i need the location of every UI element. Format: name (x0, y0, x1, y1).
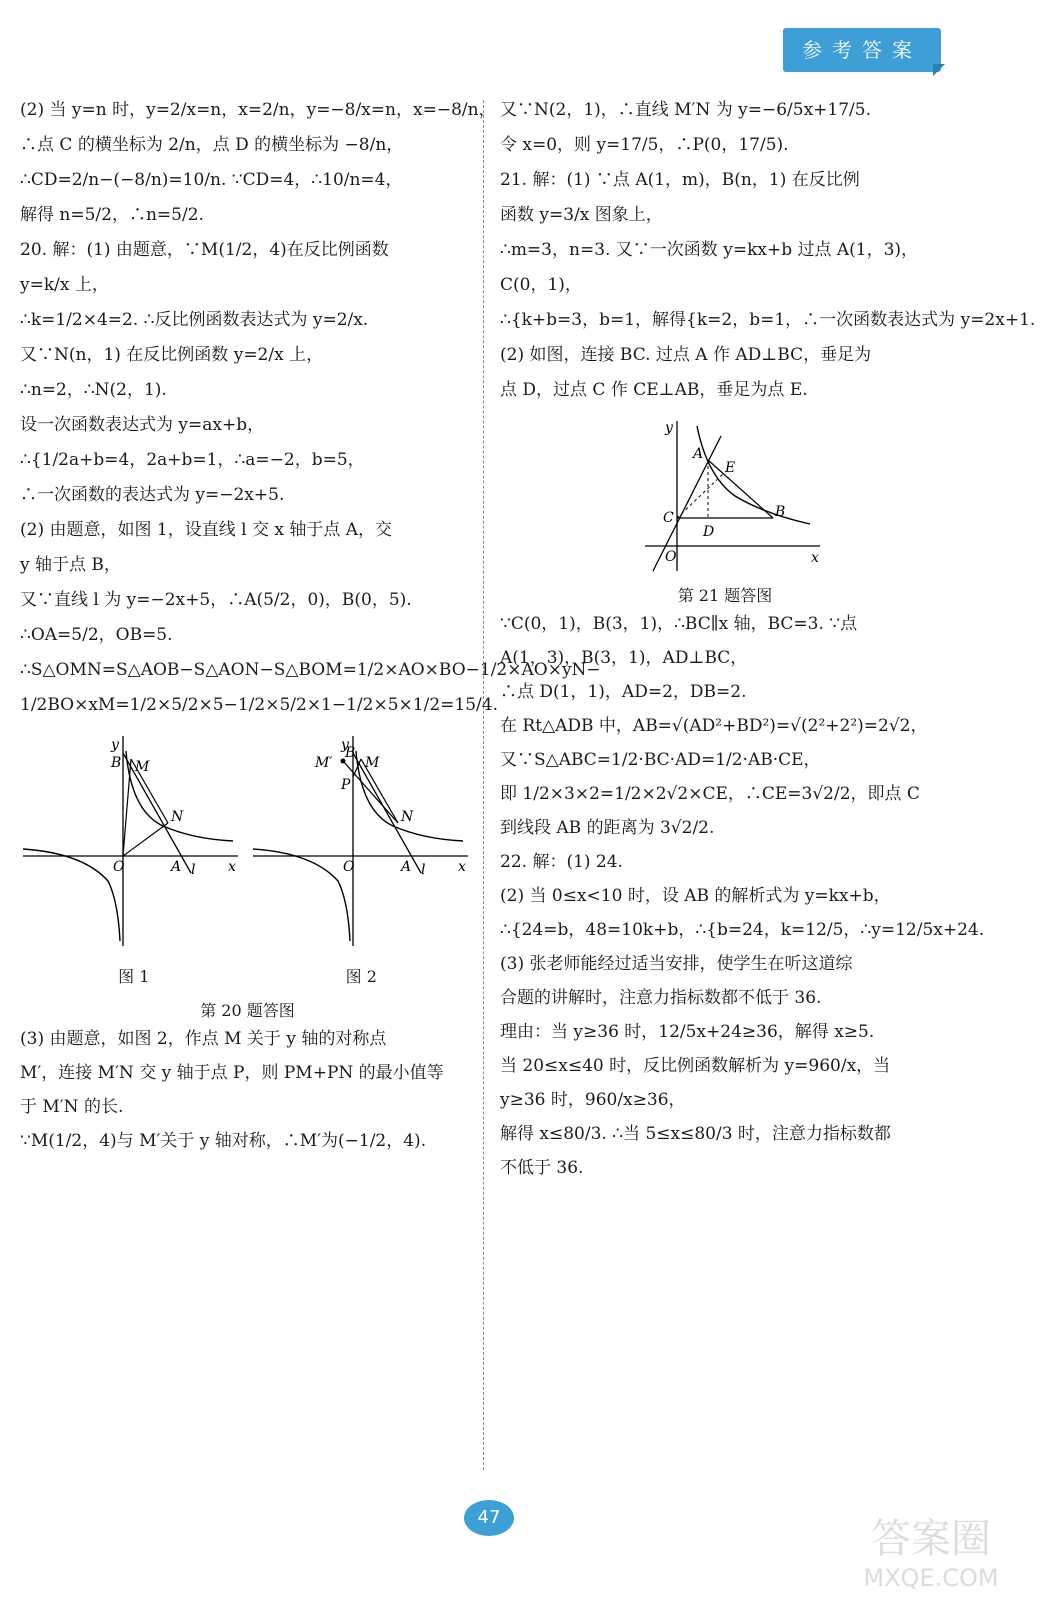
figure-1 (23, 736, 238, 946)
answer-key-tab: 参考答案 (783, 28, 941, 72)
text-line: 又∵S△ABC=1/2·BC·AD=1/2·AB·CE， (500, 750, 821, 771)
text-line: ∴一次函数的表达式为 y=−2x+5. (20, 485, 285, 505)
text-line: 令 x=0，则 y=17/5，∴P(0，17/5). (500, 135, 789, 155)
watermark-text-url: MXQE.COM (863, 1564, 999, 1592)
text-line: 21. 解：(1) ∵点 A(1，m)，B(n，1) 在反比例 (500, 170, 860, 190)
fig21-label-y: y (665, 420, 673, 436)
fig1-label-a: A (170, 859, 181, 875)
fig21-segment-ce (677, 474, 723, 518)
text-line: 解得 x≤80/3. ∴当 5≤x≤80/3 时，注意力指标数都 (500, 1124, 891, 1145)
fig2-label-x: x (457, 859, 466, 875)
text-line: ∴m=3，n=3. 又∵一次函数 y=kx+b 过点 A(1，3)， (500, 240, 919, 260)
text-line: ∴n=2，∴N(2，1). (20, 380, 167, 400)
text-line: 20. 解：(1) 由题意，∵M(1/2，4)在反比例函数 (20, 240, 389, 260)
text-line: ∵M(1/2，4)与 M′关于 y 轴对称，∴M′为(−1/2，4). (20, 1131, 427, 1152)
text-line: ∴点 C 的横坐标为 2/n，点 D 的横坐标为 −8/n， (20, 135, 404, 155)
text-line: 到线段 AB 的距离为 3√2/2. (500, 818, 715, 839)
figure-21-diagram (625, 416, 825, 576)
fig1-label-b: B (110, 755, 121, 771)
page-number: 47 (464, 1500, 514, 1536)
text-line: (2) 如图，连接 BC. 过点 A 作 AD⊥BC，垂足为 (500, 345, 872, 365)
text-line: y≥36 时，960/x≥36， (500, 1090, 686, 1111)
right-column (500, 100, 1036, 1192)
fig21-label-a: A (693, 446, 704, 462)
text-line: ∴{k+b=3，b=1，解得{k=2，b=1，∴一次函数表达式为 y=2x+1. (500, 310, 1036, 330)
fig2-label-n: N (400, 809, 413, 825)
text-line: 于 M′N 的长. (20, 1097, 124, 1118)
text-line: ∴{1/2a+b=4，2a+b=1，∴a=−2，b=5， (20, 450, 365, 470)
fig21-label-x: x (811, 550, 819, 566)
fig2-label-m: M (364, 755, 379, 771)
tab-fold-corner (933, 64, 945, 76)
text-line: 设一次函数表达式为 y=ax+b， (20, 415, 265, 435)
fig1-segment-bm (123, 759, 131, 856)
text-line: (3) 张老师能经过适当安排，使学生在听这道综 (500, 954, 853, 975)
watermark-logo (831, 1504, 1031, 1594)
fig2-label-y: y (340, 737, 349, 753)
text-line: (2) 当 0≤x<10 时，设 AB 的解析式为 y=kx+b， (500, 886, 891, 907)
fig2-label-o: O (342, 859, 354, 875)
text-line: 不低于 36. (500, 1158, 584, 1179)
text-line: (2) 当 y=n 时，y=2/x=n，x=2/n，y=−8/x=n，x=−8/n， (20, 100, 496, 120)
text-line: ∴点 D(1，1)，AD=2，DB=2. (500, 682, 747, 703)
text-line: 点 D，过点 C 作 CE⊥AB，垂足为点 E. (500, 380, 808, 400)
fig21-label-b: B (775, 504, 786, 520)
text-line: 又∵N(2，1)，∴直线 M′N 为 y=−6/5x+17/5. (500, 100, 871, 120)
fig2-label-p: P (340, 777, 350, 793)
figure-2 (253, 736, 468, 946)
figure-21 (500, 416, 950, 606)
text-line: 即 1/2×3×2=1/2×2√2×CE，∴CE=3√2/2，即点 C (500, 784, 920, 805)
text-line: ∴OA=5/2，OB=5. (20, 625, 173, 645)
fig1-label-o: O (112, 859, 124, 875)
fig1-label-x: x (227, 859, 236, 875)
fig1-label-n: N (170, 809, 183, 825)
figure-20-diagrams (23, 731, 473, 961)
fig1-label-l: l (190, 862, 195, 878)
fig21-label-e: E (725, 460, 736, 476)
text-line: M′，连接 M′N 交 y 轴于点 P，则 PM+PN 的最小值等 (20, 1063, 444, 1084)
text-line: y=k/x 上， (20, 275, 109, 295)
text-line: 当 20≤x≤40 时，反比例函数解析为 y=960/x，当 (500, 1056, 891, 1077)
text-line: A(1，3)，B(3，1)，AD⊥BC， (500, 648, 748, 669)
text-line: C(0，1)， (500, 275, 582, 295)
fig2-label-mprime: M′ (314, 755, 333, 771)
text-line: 又∵N(n，1) 在反比例函数 y=2/x 上， (20, 345, 324, 365)
text-line: 1/2BO×xM=1/2×5/2×5−1/2×5/2×1−1/2×5×1/2=15/4. (20, 695, 498, 715)
text-line: ∴CD=2/n−(−8/n)=10/n. ∵CD=4，∴10/n=4， (20, 170, 403, 190)
text-line: 函数 y=3/x 图象上， (500, 205, 663, 225)
text-line: 解得 n=5/2，∴n=5/2. (20, 205, 204, 225)
fig2-label-l: l (420, 862, 425, 878)
right-text-block-2 (500, 614, 985, 1180)
figure-20-caption: 第 20 题答图 (200, 1001, 295, 1021)
figure-1-caption: 图 1 (118, 967, 150, 987)
text-line: 22. 解：(1) 24. (500, 852, 623, 873)
text-line: (3) 由题意，如图 2，作点 M 关于 y 轴的对称点 (20, 1029, 387, 1050)
figure-20 (20, 731, 475, 1021)
text-line: 合题的讲解时，注意力指标数都不低于 36. (500, 988, 822, 1009)
text-line: (2) 由题意，如图 1，设直线 l 交 x 轴于点 A，交 (20, 520, 393, 540)
text-line: y 轴于点 B， (20, 555, 121, 575)
left-text-block-2 (20, 1029, 475, 1153)
fig21-line-ac (653, 436, 721, 571)
fig2-label-a: A (400, 859, 411, 875)
figure-2-caption: 图 2 (345, 967, 377, 987)
fig1-label-m: M (134, 759, 149, 775)
right-text-block-1 (500, 100, 1036, 402)
figure-21-caption: 第 21 题答图 (677, 586, 773, 606)
text-line: 在 Rt△ADB 中，AB=√(AD²+BD²)=√(2²+2²)=2√2， (500, 716, 928, 737)
text-line: 理由：当 y≥36 时，12/5x+24≥36，解得 x≥5. (500, 1022, 875, 1043)
column-divider (483, 100, 484, 1470)
text-line: 又∵直线 l 为 y=−2x+5，∴A(5/2，0)，B(0，5). (20, 590, 412, 610)
fig2-hyperbola-left (253, 849, 350, 941)
fig21-label-o: O (665, 549, 677, 565)
text-line: ∴{24=b，48=10k+b，∴{b=24，k=12/5，∴y=12/5x+24. (500, 920, 985, 941)
fig2-label-b: B (344, 745, 355, 761)
text-line: ∴k=1/2×4=2. ∴反比例函数表达式为 y=2/x. (20, 310, 369, 330)
watermark-text-cn: 答案圈 (871, 1516, 991, 1562)
fig21-label-d: D (703, 524, 715, 540)
text-line: ∵C(0，1)，B(3，1)，∴BC∥x 轴，BC=3. ∵点 (500, 614, 858, 635)
fig21-segment-ab (708, 460, 773, 518)
fig21-label-c: C (663, 510, 674, 526)
text-line: ∴S△OMN=S△AOB−S△AON−S△BOM=1/2×AO×BO−1/2×AO×yN− (20, 660, 601, 680)
fig1-hyperbola-left (23, 849, 120, 941)
fig1-label-y: y (110, 737, 119, 753)
fig21-hyperbola (697, 426, 810, 524)
fig1-segment-on (123, 823, 168, 856)
